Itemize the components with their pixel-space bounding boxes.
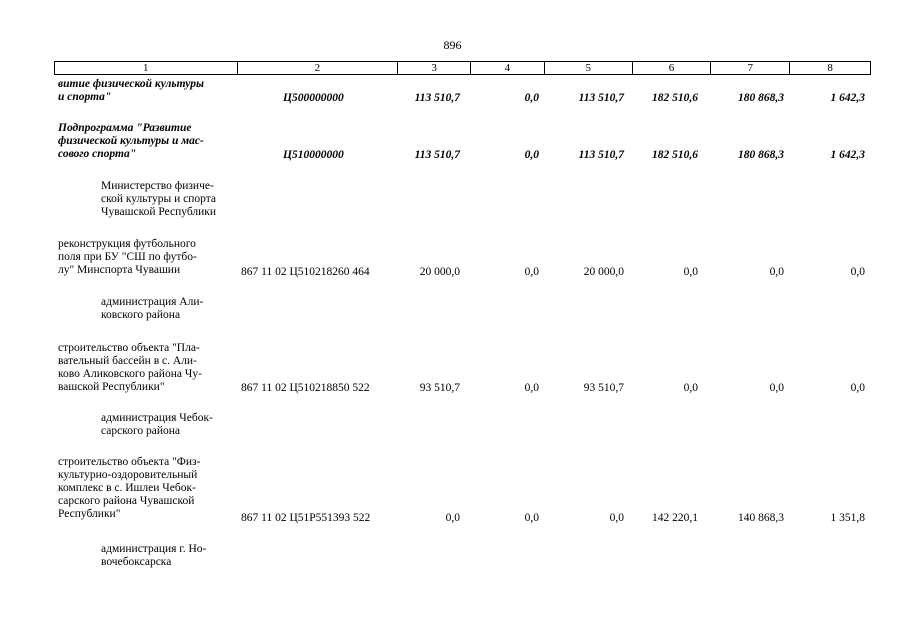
cell-col6: 182 510,6 [652, 149, 698, 161]
cell-col7: 0,0 [769, 382, 784, 394]
column-header: 8 [827, 62, 833, 74]
cell-col6: 182 510,6 [652, 92, 698, 104]
cell-col8: 1 642,3 [830, 149, 865, 161]
row-code: Ц500000000 [283, 92, 344, 104]
row-code: 867 11 02 Ц51Р551393 522 [241, 512, 371, 524]
table-header [54, 61, 871, 75]
cell-col5: 113 510,7 [578, 149, 624, 161]
row-name: строительство объекта "Физ- культурно-оздоровительный комплекс в с. Ишлеи Чебок- сарского района Чувашской Республики" [58, 456, 201, 520]
cell-col5: 20 000,0 [583, 266, 624, 278]
cell-col7: 0,0 [769, 266, 784, 278]
cell-col6: 142 220,1 [652, 512, 698, 524]
cell-col8: 0,0 [850, 266, 865, 278]
cell-col7: 180 868,3 [738, 92, 784, 104]
column-header: 7 [711, 62, 790, 74]
cell-col3: 113 510,7 [414, 92, 460, 104]
cell-col3: 20 000,0 [419, 266, 460, 278]
page-number: 896 [443, 38, 462, 52]
row-name: реконструкция футбольного поля при БУ "СШ по футбо- лу" Минспорта Чувашии [58, 238, 197, 276]
cell-col4: 0,0 [524, 512, 539, 524]
row-code: 867 11 02 Ц510218850 522 [241, 382, 370, 394]
cell-col5: 93 510,7 [583, 382, 624, 394]
cell-col3: 93 510,7 [419, 382, 460, 394]
cell-col4: 0,0 [524, 382, 539, 394]
cell-col5: 0,0 [609, 512, 624, 524]
cell-col4: 0,0 [524, 149, 539, 161]
row-name: строительство объекта "Пла- вательный бассейн в с. Али- ково Аликовского района Чу- вашской Республики" [58, 342, 202, 393]
column-header: 1 [55, 62, 238, 74]
cell-col3: 113 510,7 [414, 149, 460, 161]
column-header: 4 [471, 62, 545, 74]
cell-col6: 0,0 [683, 266, 698, 278]
row-name: администрация Али- ковского района [101, 296, 204, 321]
row-name: витие физической культуры и спорта" [58, 78, 204, 103]
cell-col5: 113 510,7 [578, 92, 624, 104]
cell-col7: 180 868,3 [738, 149, 784, 161]
row-name: администрация г. Но- вочебоксарска [101, 543, 207, 568]
cell-col8: 1 351,8 [830, 512, 865, 524]
cell-col4: 0,0 [524, 266, 539, 278]
row-name: Министерство физиче- ской культуры и спорта Чувашской Республики [101, 180, 217, 218]
cell-col6: 0,0 [683, 382, 698, 394]
row-code: 867 11 02 Ц510218260 464 [241, 266, 370, 278]
cell-col8: 0,0 [850, 382, 865, 394]
column-header: 5 [545, 62, 633, 74]
cell-col7: 140 868,3 [738, 512, 784, 524]
cell-col3: 0,0 [445, 512, 460, 524]
column-header: 6 [633, 62, 712, 74]
cell-col4: 0,0 [524, 92, 539, 104]
row-name: администрация Чебок- сарского района [101, 412, 213, 437]
column-header: 3 [398, 62, 471, 74]
column-header: 2 [238, 62, 399, 74]
row-code: Ц510000000 [283, 149, 344, 161]
cell-col8: 1 642,3 [830, 92, 865, 104]
row-name: Подпрограмма "Развитие физической культуры и мас- сового спорта" [58, 122, 204, 160]
